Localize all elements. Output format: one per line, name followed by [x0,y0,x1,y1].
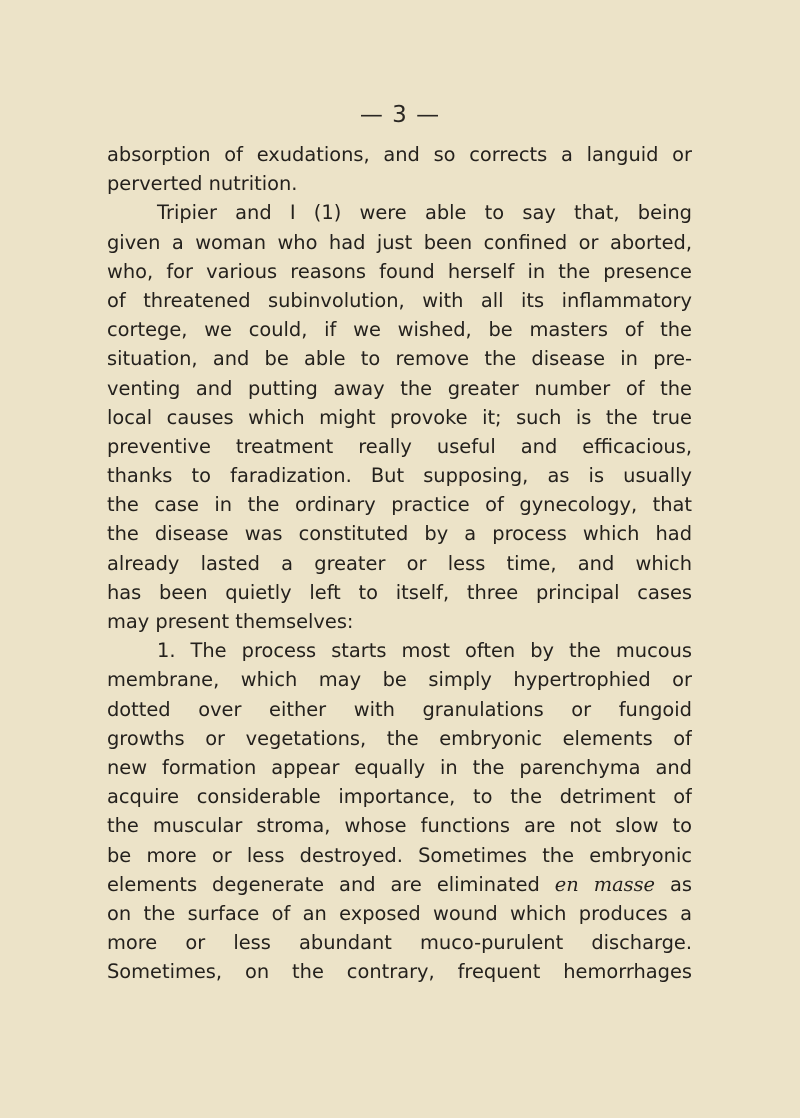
text-line [107,169,692,198]
text-line-content: growths or vegetations, the embryonic elements of [107,726,692,750]
text-line-content: of threatened subinvolution, with all its inflammatory [107,288,692,312]
text-line-content: given a woman who had just been confined or aborted, [107,230,692,254]
italic-phrase: en masse [554,872,656,896]
text-line [107,257,692,286]
text-line [107,695,692,724]
text-line-content: cortege, we could, if we wished, be masters of the [107,318,692,342]
text-line [107,607,692,636]
text-line [107,228,692,257]
text-line [107,957,692,986]
text-line-content: thanks to faradization. But supposing, as is usually [107,464,692,488]
text-line-content: acquire considerable importance, to the detriment of [107,785,692,809]
text-line [107,899,692,928]
text-line-content: preventive treatment really useful and efficacious, [107,434,692,458]
text-line-content: be more or less destroyed. Sometimes the embryonic [107,843,692,867]
text-line-content: situation, and be able to remove the disease in pre- [107,347,692,371]
text-line-content: local causes which might provoke it; such is the true [107,405,692,429]
text-line-tail: as [670,872,692,896]
text-line-content: membrane, which may be simply hypertrophied or [107,668,692,692]
text-line [107,286,692,315]
text-line-content: the muscular stroma, whose functions are not slow to [107,814,692,838]
text-line [107,928,692,957]
text-line-content: new formation appear equally in the parenchyma and [107,755,692,779]
text-line [107,519,692,548]
text-line [107,636,692,665]
text-line-content: Tripier and I (1) were able to say that, being [157,201,692,225]
text-line-content: Sometimes, on the contrary, frequent hemorrhages [107,960,692,984]
text-line-content: who, for various reasons found herself in the presence [107,259,692,283]
text-line-content: on the surface of an exposed wound which produces a [107,901,692,925]
text-line [107,578,692,607]
text-line [107,374,692,403]
text-line-content: elements degenerate and are eliminated [107,872,540,896]
text-line-content: dotted over either with granulations or fungoid [107,697,692,721]
text-line [107,665,692,694]
text-line [107,432,692,461]
text-line-content: has been quietly left to itself, three principal cases [107,580,692,604]
text-line [107,724,692,753]
text-line [107,753,692,782]
text-line-content: absorption of exudations, and so corrects a languid or [107,143,692,166]
text-line [107,870,692,899]
text-line [107,315,692,344]
text-line [107,782,692,811]
text-line [107,811,692,840]
text-line-content: already lasted a greater or less time, and which [107,551,692,575]
page-number: — 3 — [359,102,441,128]
text-line [107,198,692,227]
text-line-content: the case in the ordinary practice of gynecology, that [107,493,692,517]
text-line [107,403,692,432]
text-line [107,344,692,373]
text-line-content: may present themselves: [107,610,354,633]
text-line [107,140,692,169]
text-line-content: venting and putting away the greater number of the [107,376,692,400]
text-line [107,841,692,870]
body-text [107,140,692,986]
text-line-content: perverted nutrition. [107,172,298,196]
text-line-content: more or less abundant muco-purulent discharge. [107,931,692,955]
text-line [107,549,692,578]
text-line [107,461,692,490]
text-line [107,490,692,519]
text-line-content: the disease was constituted by a process which had [107,522,692,546]
text-line-content: 1. The process starts most often by the mucous [157,639,692,663]
